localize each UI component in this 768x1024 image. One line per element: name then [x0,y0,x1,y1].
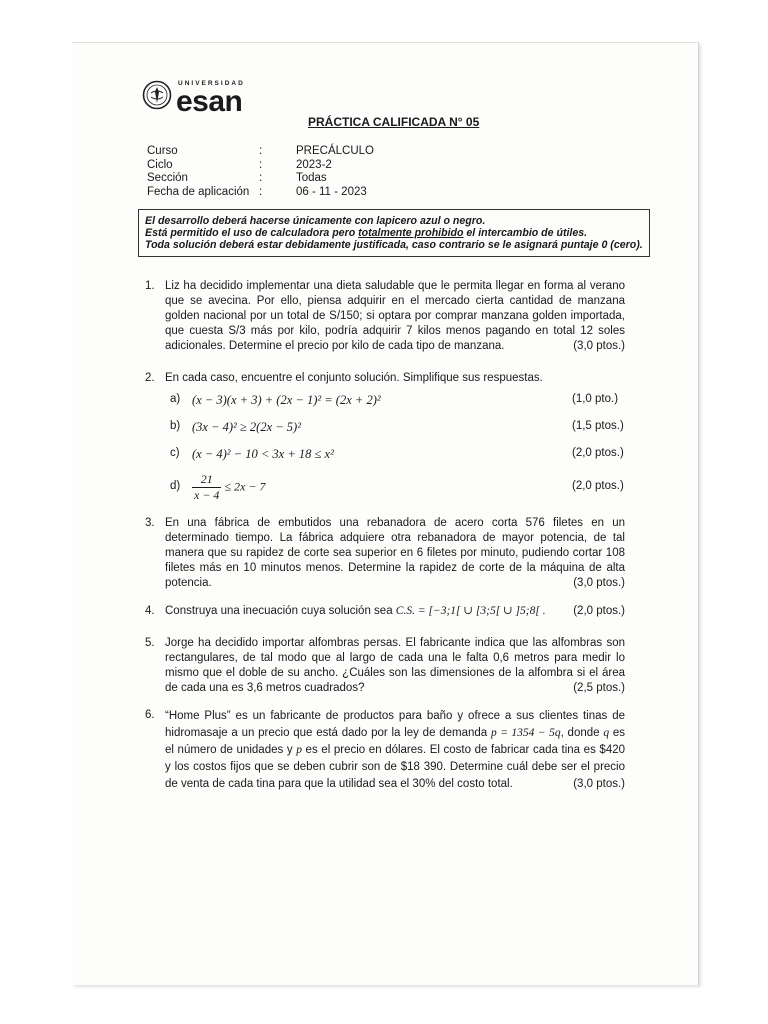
exam-title: PRÁCTICA CALIFICADA N° 05 [308,115,480,129]
question-text [165,604,625,619]
question-points: (3,0 ptos.) [573,778,625,790]
question-points: (3,0 ptos.) [573,340,625,352]
instruction-text: Está permitido el uso de calculadora pero [145,227,359,240]
instructions-box [138,209,650,257]
question-text: En cada caso, encuentre el conjunto solución. Simplifique sus respuestas. [165,372,543,384]
info-label: Curso [147,145,178,157]
instruction-emphasis: totalmente prohibido [358,227,464,240]
item-points: (2,0 ptos.) [572,447,624,459]
question-body: , donde [560,727,604,739]
question-number: 5. [145,637,155,649]
fraction-numerator: 21 [192,472,221,488]
question-points: (3,0 ptos.) [573,577,625,589]
item-letter: a) [170,393,181,405]
variable-p: p [296,744,302,756]
info-label: Sección [147,172,188,184]
variable-q: q [603,727,610,739]
item-points: (2,0 ptos.) [572,480,624,492]
info-sep: : [259,185,263,198]
info-label: Ciclo [147,158,173,171]
question-body: Liz ha decidido implementar una dieta saludable que le permita llegar en forma al verano que se avecina. Por ello, piensa adquirir en el mercado cierta cantidad de manzana golden nacional por un total de S/150; si optara por comprar manzana golden importada, que cuesta S/3 más por kilo, podría adquirir 7 kilos menos pagando en total 12 soles adicionales. Determine el precio por kilo de cada tipo de manzana. [165,280,625,352]
instruction-line: El desarrollo deberá hacerse únicamente con lapicero azul o negro. [145,215,486,227]
info-sep: : [259,158,263,171]
item-letter: b) [170,420,181,432]
inequality [192,472,265,503]
question-number: 4. [145,605,155,617]
question-body: es el precio en dólares. El costo de fabricar cada tina es $420 y los costos fijos que se deben cubrir son de $18 390. Determine cuál debe ser el precio de venta de cada tina para que la utilidad sea el 30% del costo total. [165,744,626,790]
question-points: (2,5 ptos.) [573,682,625,694]
university-seal-icon [142,80,172,110]
item-letter: d) [170,480,181,492]
question-body: Jorge ha decidido importar alfombras persas. El fabricante indica que las alfombras son rectangulares, de tal modo que al largo de cada una le falta 0,6 metros para medir lo mismo que el doble de su ancho. ¿Cuáles son las dimensiones de la alfombra si el área de cada una es 3,6 metros cuadrados? [165,637,625,694]
question-body: En una fábrica de embutidos una rebanadora de acero corta 576 filetes en un determinado tiempo. La fábrica adquiere otra rebanadora de mayor potencia, de tal manera que su rapidez de corte sea superior en 6 filetes por minuto, pudiendo cortar 108 filetes más en 10 minutos menos. Determine la rapidez de corte de la máquina de alta potencia. [165,517,625,589]
question-body: es el número de unidades y [165,727,625,756]
info-value: Todas [296,172,327,184]
item-letter: c) [170,447,180,459]
question-text [165,279,625,354]
info-value: 2023-2 [296,158,332,171]
question-body: “Home Plus” es un fabricante de productos para baño y ofrece a sus clientes tinas de hidromasaje a un precio que está dado por la ley de demanda [165,710,625,739]
item-points: (1,0 pto.) [572,393,619,405]
university-label: UNIVERSIDAD [178,80,245,87]
fraction [192,472,221,503]
instruction-line: Toda solución deberá estar debidamente justificada, caso contrario se le asignará puntaje 0 (cero). [145,239,643,252]
question-number: 3. [145,517,155,529]
info-value: 06 - 11 - 2023 [296,185,367,198]
fraction-denominator: x − 4 [194,488,220,502]
info-value: PRECÁLCULO [296,145,374,157]
item-points: (1,5 ptos.) [572,420,624,432]
question-text [165,636,625,696]
solution-set: C.S. = [−3;1[ ∪ [3;5[ ∪ ]5;8[ . [395,605,546,617]
question-points: (2,0 ptos.) [573,605,625,617]
inequality: (x − 4)² − 10 < 3x + 18 ≤ x² [192,447,334,461]
question-text [165,708,625,793]
question-number: 2. [145,372,155,384]
esan-logo [142,78,282,118]
info-label: Fecha de aplicación [147,185,250,198]
question-number: 1. [145,280,155,292]
info-sep: : [259,172,263,184]
question-number: 6. [145,709,155,721]
esan-brand: esan [176,85,243,118]
info-sep: : [259,145,263,157]
question-body: Construya una inecuación cuya solución sea [165,605,396,617]
instruction-text: el intercambio de útiles. [463,227,588,240]
inequality: (3x − 4)² ≥ 2(2x − 5)² [192,420,301,434]
instruction-line [145,227,649,239]
question-text [165,516,625,591]
equation: (x − 3)(x + 3) + (2x − 1)² = (2x + 2)² [192,393,381,407]
demand-law: p = 1354 − 5q [490,727,561,739]
inequality-rhs: ≤ 2x − 7 [224,479,266,494]
